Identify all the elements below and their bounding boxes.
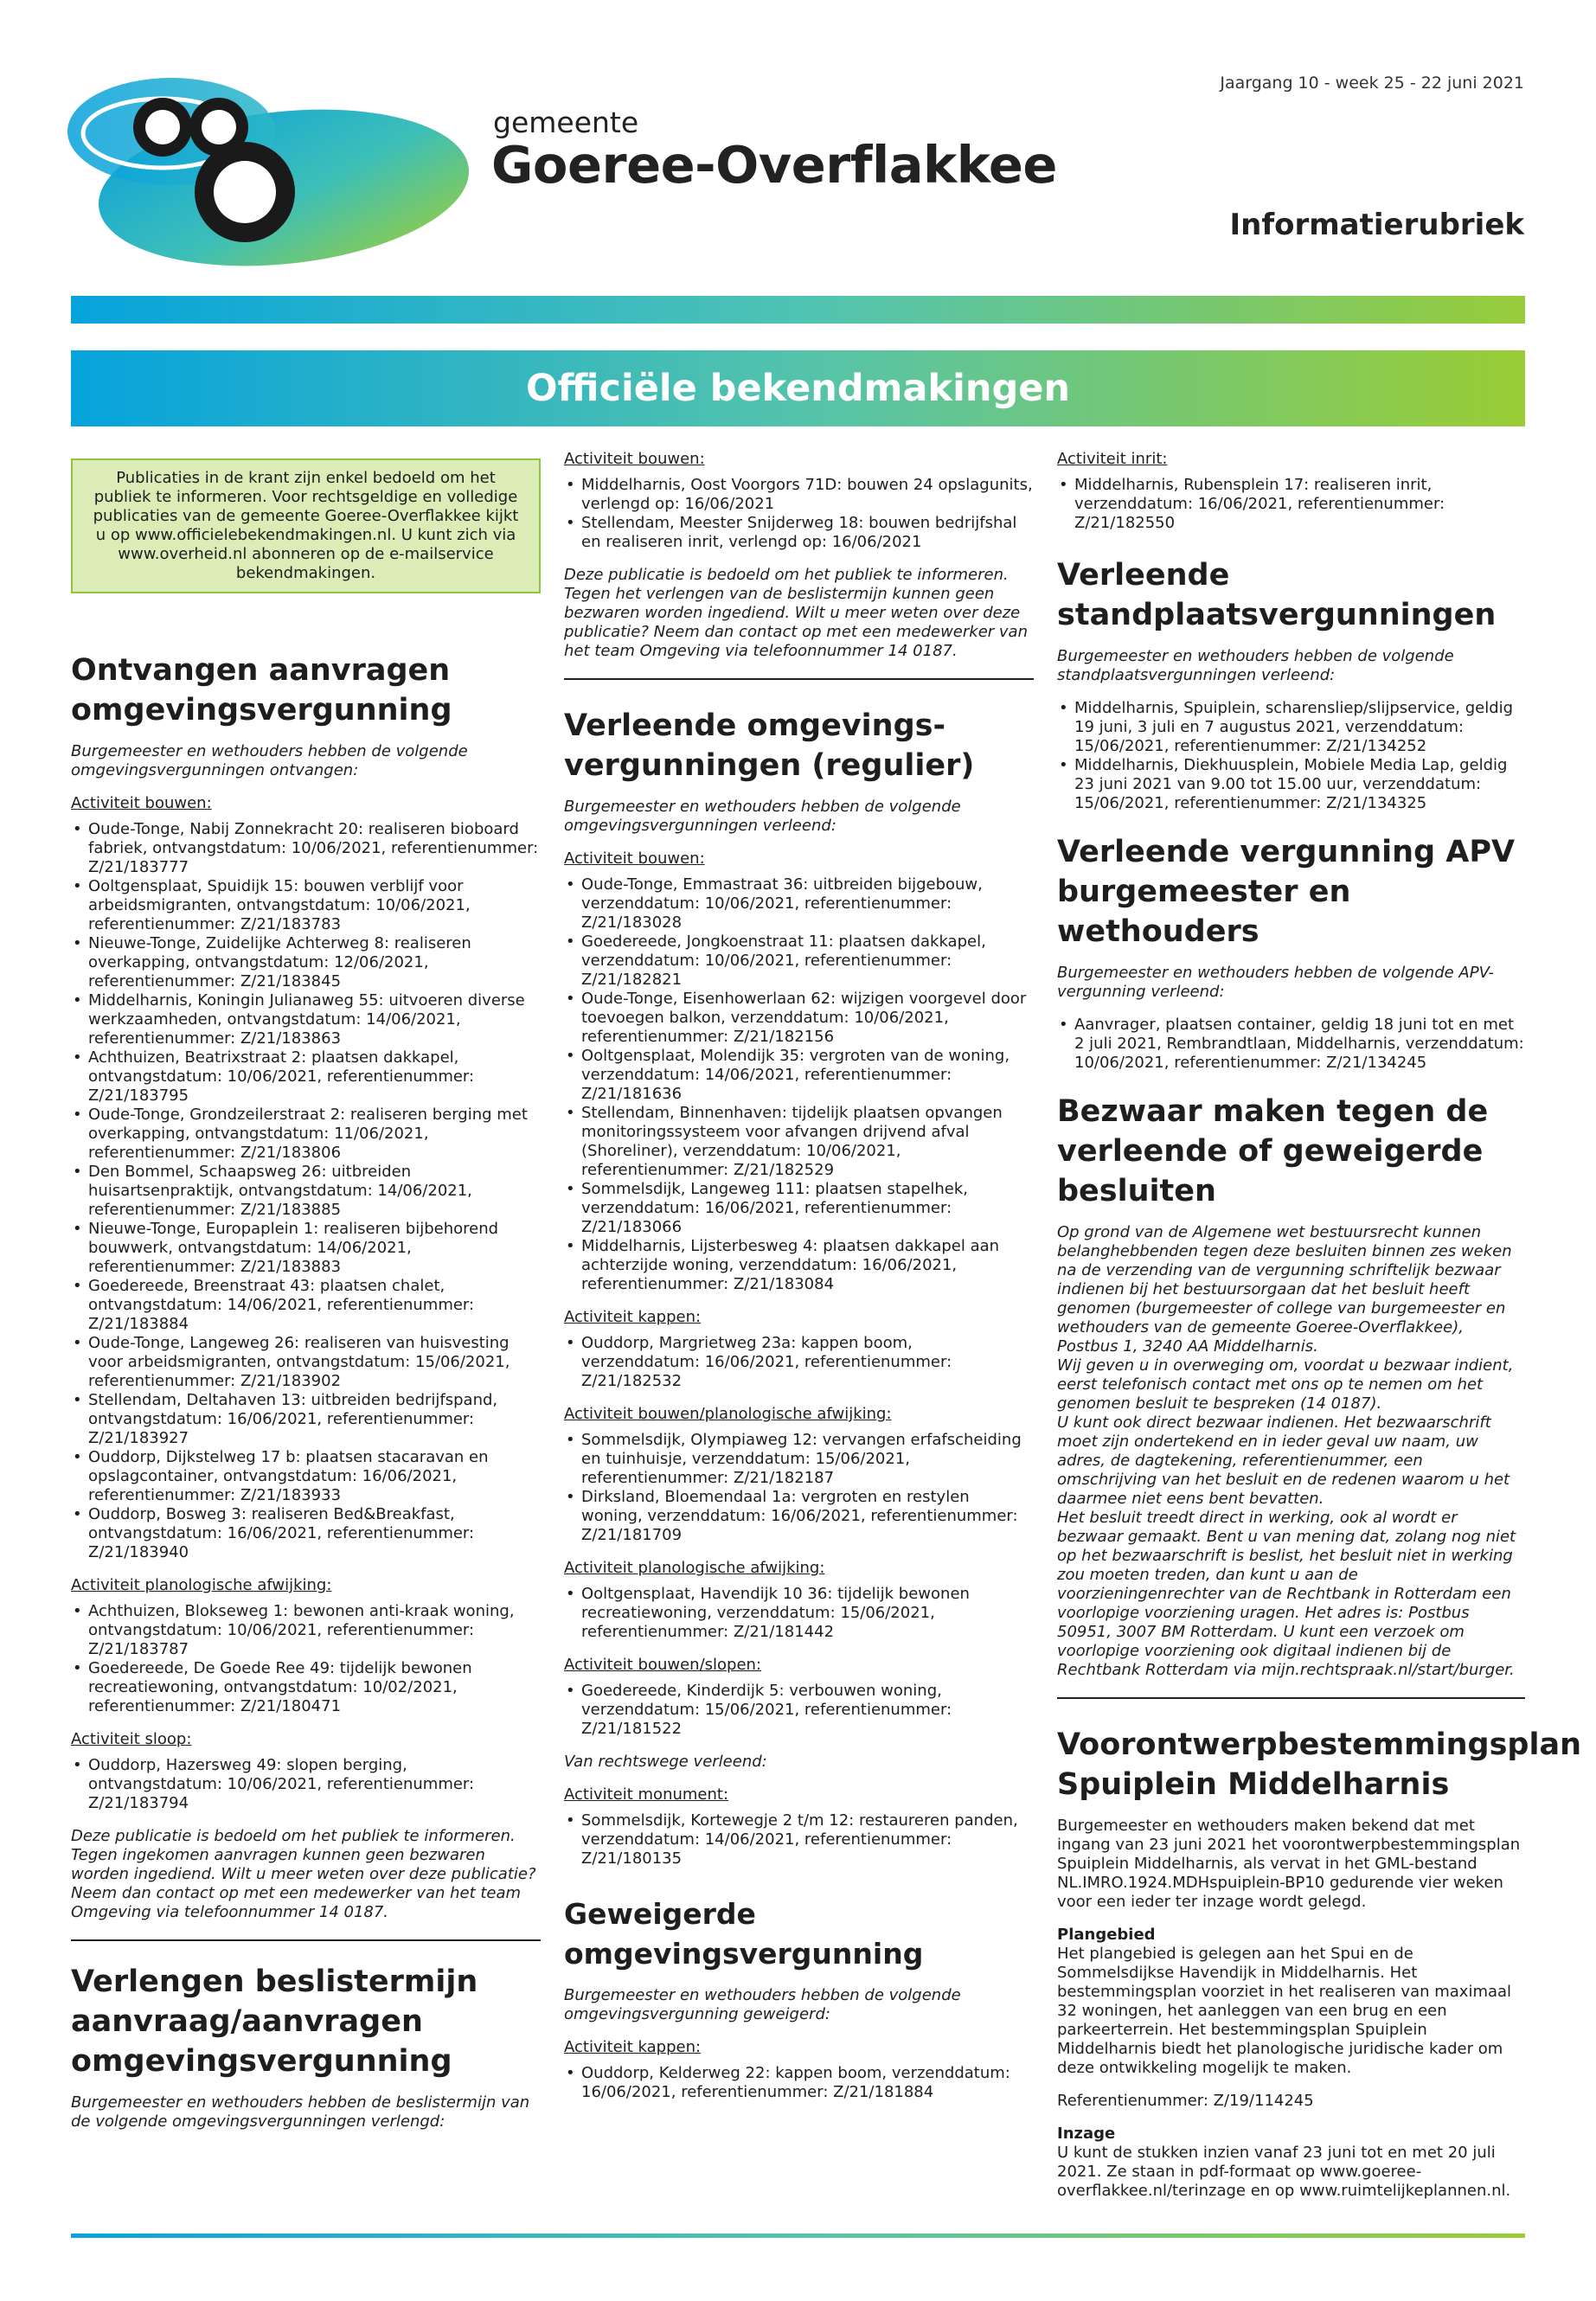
section-title: Verlengen beslistermijn aanvraag/aanvragen omgevingsvergunning — [71, 1965, 478, 2079]
paragraph-heading: Inzage — [1057, 2125, 1116, 2143]
subheading: Activiteit planologische afwijking: — [564, 1559, 825, 1577]
list-item: • Middelharnis, Lijsterbesweg 4: plaatsen dakkapel aan achterzijde woning, verzenddatum: 16/06/2021, referentienummer: Z/21/183084 — [564, 1237, 1034, 1294]
list-item: • Stellendam, Binnenhaven: tijdelijk plaatsen opvangen monitoringssysteem voor afvangen drijvend afval (Shoreliner), verzenddatum: 10/06/2021, referentienummer: Z/21/182529 — [564, 1104, 1034, 1180]
list-item: • Oude-Tonge, Grondzeilerstraat 2: realiseren berging met overkapping, ontvangstdatum: 11/06/2021, referentienummer: Z/21/183806 — [71, 1106, 541, 1163]
list-item: • Middelharnis, Rubensplein 17: realiseren inrit, verzenddatum: 16/06/2021, referentienummer: Z/21/182550 — [1057, 476, 1525, 533]
paragraph: Burgemeester en wethouders maken bekend dat met ingang van 23 juni 2021 het voorontwerpbestemmingsplan Spuiplein Middelharnis, als vervat in het GML-bestand NL.IMRO.1924.MDHspuiplein-BP10 gedurende vier weken voor een ieder ter inzage wordt gelegd. — [1057, 1817, 1521, 1911]
legal-note: Van rechtswege verleend: — [564, 1753, 767, 1771]
column-1 — [71, 450, 541, 2145]
permit-list — [564, 1682, 1034, 1739]
subheading: Activiteit kappen: — [564, 2038, 702, 2056]
list-item: • Ooltgensplaat, Spuidijk 15: bouwen verblijf voor arbeidsmigranten, ontvangstdatum: 10/06/2021, referentienummer: Z/21/183783 — [71, 877, 541, 934]
list-item: • Den Bommel, Schaapsweg 26: uitbreiden huisartsenpraktijk, ontvangstdatum: 14/06/2021, referentienummer: Z/21/183885 — [71, 1163, 541, 1220]
column-2 — [564, 450, 1034, 2116]
page-title: Officiële bekendmakingen — [71, 350, 1525, 426]
list-item: • Oude-Tonge, Nabij Zonnekracht 20: realiseren bioboard fabriek, ontvangstdatum: 10/06/2021, referentienummer: Z/21/183777 — [71, 820, 541, 877]
divider — [1057, 1697, 1525, 1699]
list-item: • Dirksland, Bloemendaal 1a: vergroten en restylen woning, verzenddatum: 16/06/2021, referentienummer: Z/21/181709 — [564, 1488, 1034, 1545]
closing-note: Deze publicatie is bedoeld om het publiek te informeren. Tegen ingekomen aanvragen kunnen geen bezwaren worden ingediend. Wilt u meer weten over deze publicatie? Neem dan contact op met een medewerker van het team Omgeving via telefoonnummer 14 0187. — [71, 1827, 536, 1921]
list-item: • Ouddorp, Hazersweg 49: slopen berging, ontvangstdatum: 10/06/2021, referentienummer: Z/21/183794 — [71, 1756, 541, 1813]
permit-list — [1057, 476, 1525, 533]
section-intro: Burgemeester en wethouders hebben de volgende omgevingsvergunning geweigerd: — [564, 1986, 961, 2023]
list-item: • Achthuizen, Beatrixstraat 2: plaatsen dakkapel, ontvangstdatum: 10/06/2021, referentienummer: Z/21/183795 — [71, 1048, 541, 1106]
section-intro: Burgemeester en wethouders hebben de beslistermijn van de volgende omgevingsvergunningen verlengd: — [71, 2093, 530, 2131]
permit-list — [564, 1811, 1034, 1868]
paragraph-heading: Plangebied — [1057, 1926, 1156, 1944]
divider — [564, 678, 1034, 680]
brand-prefix: gemeente — [493, 106, 639, 139]
paragraph: Het plangebied is gelegen aan het Spui en de Sommelsdijkse Havendijk in Middelharnis. Het bestemmingsplan voorziet in het realiseren van maximaal 32 woningen, het aanleggen van een brug en een parkeerterrein. Het bestemmingsplan Spuiplein Middelharnis biedt het planologische juridische kader om deze ontwikkeling mogelijk te maken. — [1057, 1945, 1512, 2077]
paragraph: U kunt de stukken inzien vanaf 23 juni tot en met 20 juli 2021. Ze staan in pdf-formaat op www.goeree-overflakkee.nl/terinzage en op www.ruimtelijkeplannen.nl. — [1057, 2144, 1511, 2200]
subheading: Activiteit bouwen/slopen: — [564, 1656, 761, 1674]
closing-note: Deze publicatie is bedoeld om het publiek te informeren. Tegen het verlengen van de beslistermijn kunnen geen bezwaren worden ingediend. Wilt u meer weten over deze publicatie? Neem dan contact op met een medewerker van het team Omgeving via telefoonnummer 14 0187. — [564, 566, 1028, 660]
subheading: Activiteit bouwen: — [564, 450, 705, 468]
section-intro: Burgemeester en wethouders hebben de volgende omgevingsvergunningen ontvangen: — [71, 742, 468, 779]
list-item: • Middelharnis, Diekhuusplein, Mobiele Media Lap, geldig 23 juni 2021 van 9.00 tot 15.00 uur, verzenddatum: 15/06/2021, referentienummer: Z/21/134325 — [1057, 756, 1525, 813]
list-item: • Stellendam, Meester Snijderweg 18: bouwen bedrijfshal en realiseren inrit, verlengd op: 16/06/2021 — [564, 514, 1034, 552]
list-item: • Middelharnis, Spuiplein, scharensliep/slijpservice, geldig 19 juni, 3 juli en 7 augustus 2021, verzenddatum: 15/06/2021, referentienummer: Z/21/134252 — [1057, 699, 1525, 756]
section-intro: Burgemeester en wethouders hebben de volgende omgevingsvergunningen verleend: — [564, 798, 961, 835]
divider — [71, 1939, 541, 1941]
list-item: • Ooltgensplaat, Molendijk 35: vergroten van de woning, verzenddatum: 14/06/2021, referentienummer: Z/21/181636 — [564, 1047, 1034, 1104]
objection-text: Op grond van de Algemene wet bestuursrecht kunnen belanghebbenden tegen deze besluiten binnen zes weken na de verzending van de vergunning schriftelijk bezwaar indienen bij het bestuursorgaan dat het besluit heeft genomen (burgemeester of college van burgemeester en wethouders van de gemeente Goeree-Overflakkee), Postbus 1, 3240 AA Middelharnis. Wij geven u in overweging om, voordat u bezwaar indient, eerst telefonisch contact met ons op te nemen om het genomen besluit te bespreken (14 0187). U kunt ook direct bezwaar indienen. Het bezwaarschrift moet zijn ondertekend en in ieder geval uw naam, uw adres, de dagtekening, referentienummer, een omschrijving van het besluit en de redenen waarom u het daarmee niet eens bent bevatten. Het besluit treedt direct in werking, ook al wordt er bezwaar gemaakt. Bent u van mening dat, zolang nog niet op het bezwaarschrift is beslist, het besluit niet in werking zou moeten treden, dan kunt u aan de voorzieningenrechter van de Rechtbank in Rotterdam een voorlopige voorziening uragen. Het adres is: Postbus 50951, 3007 BM Rotterdam. U kunt een verzoek om voorlopige voorziening ook digitaal indienen bij de Rechtbank Rotterdam via mijn.rechtspraak.nl/start/burger. — [1057, 1223, 1516, 1679]
list-item: • Ouddorp, Bosweg 3: realiseren Bed&Breakfast, ontvangstdatum: 16/06/2021, referentienummer: Z/21/183940 — [71, 1505, 541, 1562]
list-item: • Sommelsdijk, Kortewegje 2 t/m 12: restaureren panden, verzenddatum: 14/06/2021, referentienummer: Z/21/180135 — [564, 1811, 1034, 1868]
subheading: Activiteit bouwen: — [564, 849, 705, 868]
list-item: • Sommelsdijk, Olympiaweg 12: vervangen erfafscheiding en tuinhuisje, verzenddatum: 15/06/2021, referentienummer: Z/21/182187 — [564, 1431, 1034, 1488]
issue-info: Jaargang 10 - week 25 - 22 juni 2021 — [1220, 74, 1524, 93]
permit-list — [1057, 699, 1525, 813]
list-item: • Nieuwe-Tonge, Europaplein 1: realiseren bijbehorend bouwwerk, ontvangstdatum: 14/06/2021, referentienummer: Z/21/183883 — [71, 1220, 541, 1277]
subheading: Activiteit bouwen/planologische afwijking: — [564, 1405, 892, 1423]
list-item: • Oude-Tonge, Langeweg 26: realiseren van huisvesting voor arbeidsmigranten, ontvangstdatum: 15/06/2021, referentienummer: Z/21/183902 — [71, 1334, 541, 1391]
list-item: • Oude-Tonge, Emmastraat 36: uitbreiden bijgebouw, verzenddatum: 10/06/2021, referentienummer: Z/21/183028 — [564, 875, 1034, 933]
permit-list — [564, 1431, 1034, 1545]
brand-name: Goeree-Overflakkee — [491, 135, 1057, 195]
list-item: • Goedereede, Jongkoenstraat 11: plaatsen dakkapel, verzenddatum: 10/06/2021, referentienummer: Z/21/182821 — [564, 933, 1034, 990]
list-item: • Ooltgensplaat, Havendijk 10 36: tijdelijk bewonen recreatiewoning, verzenddatum: 15/06/2021, referentienummer: Z/21/181442 — [564, 1585, 1034, 1642]
list-item: • Oude-Tonge, Eisenhowerlaan 62: wijzigen voorgevel door toevoegen balkon, verzenddatum: 10/06/2021, referentienummer: Z/21/182156 — [564, 990, 1034, 1047]
subheading: Activiteit inrit: — [1057, 450, 1168, 468]
permit-list — [71, 1602, 541, 1716]
list-item: • Stellendam, Deltahaven 13: uitbreiden bedrijfspand, ontvangstdatum: 16/06/2021, referentienummer: Z/21/183927 — [71, 1391, 541, 1448]
section-title: Geweigerde omgevingsvergunning — [564, 1897, 924, 1971]
list-item: • Ouddorp, Margrietweg 23a: kappen boom, verzenddatum: 16/06/2021, referentienummer: Z/21/182532 — [564, 1334, 1034, 1391]
list-item: • Middelharnis, Koningin Julianaweg 55: uitvoeren diverse werkzaamheden, ontvangstdatum: 14/06/2021, referentienummer: Z/21/183863 — [71, 991, 541, 1048]
list-item: • Aanvrager, plaatsen container, geldig 18 juni tot en met 2 juli 2021, Rembrandtlaan, Middelharnis, verzenddatum: 10/06/2021, referentienummer: Z/21/134245 — [1057, 1016, 1525, 1073]
bottom-band — [71, 2234, 1525, 2238]
subheading: Activiteit bouwen: — [71, 794, 212, 812]
permit-list — [564, 1585, 1034, 1642]
list-item: • Goedereede, Kinderdijk 5: verbouwen woning, verzenddatum: 15/06/2021, referentienummer: Z/21/181522 — [564, 1682, 1034, 1739]
section-title: Verleende vergunning APV burgemeester en wethouders — [1057, 835, 1516, 949]
list-item: • Nieuwe-Tonge, Zuidelijke Achterweg 8: realiseren overkapping, ontvangstdatum: 12/06/2021, referentienummer: Z/21/183845 — [71, 934, 541, 991]
section-title: Verleende standplaatsvergunningen — [1057, 558, 1497, 632]
section-title: Verleende omgevings-vergunningen (regulier) — [564, 708, 975, 783]
subheading: Activiteit monument: — [564, 1785, 729, 1804]
decorative-band — [71, 296, 1525, 324]
column-3 — [1057, 450, 1582, 2214]
municipality-logo — [67, 71, 474, 270]
permit-list — [564, 1334, 1034, 1391]
list-item: • Sommelsdijk, Langeweg 111: plaatsen stapelhek, verzenddatum: 16/06/2021, referentienummer: Z/21/183066 — [564, 1180, 1034, 1237]
list-item: • Goedereede, Breenstraat 43: plaatsen chalet, ontvangstdatum: 14/06/2021, referentienummer: Z/21/183884 — [71, 1277, 541, 1334]
list-item: • Achthuizen, Blokseweg 1: bewonen anti-kraak woning, ontvangstdatum: 10/06/2021, referentienummer: Z/21/183787 — [71, 1602, 541, 1659]
permit-list — [71, 1756, 541, 1813]
section-intro: Burgemeester en wethouders hebben de volgende APV-vergunning verleend: — [1057, 964, 1494, 1001]
subheading: Activiteit sloop: — [71, 1730, 192, 1748]
permit-list — [564, 875, 1034, 1294]
permit-list — [564, 476, 1034, 552]
section-title: Bezwaar maken tegen de verleende of geweigerde besluiten — [1057, 1094, 1489, 1208]
permit-list — [564, 2064, 1034, 2102]
permit-list — [71, 820, 541, 1562]
section-intro: Burgemeester en wethouders hebben de volgende standplaatsvergunningen verleend: — [1057, 647, 1454, 684]
notice-box: Publicaties in de krant zijn enkel bedoeld om het publiek te informeren. Voor rechtsgeldige en volledige publicaties van de gemeente Goeree-Overflakkee kijkt u op www.officielebekendmakingen.nl. U kunt zich via www.overheid.nl abonneren op de e-mailservice bekendmakingen. — [71, 458, 541, 593]
list-item: • Ouddorp, Dijkstelweg 17 b: plaatsen stacaravan en opslagcontainer, ontvangstdatum: 16/06/2021, referentienummer: Z/21/183933 — [71, 1448, 541, 1505]
reference-number: Referentienummer: Z/19/114245 — [1057, 2092, 1314, 2110]
list-item: • Middelharnis, Oost Voorgors 71D: bouwen 24 opslagunits, verlengd op: 16/06/2021 — [564, 476, 1034, 514]
subheading: Activiteit planologische afwijking: — [71, 1576, 332, 1594]
list-item: • Goedereede, De Goede Ree 49: tijdelijk bewonen recreatiewoning, ontvangstdatum: 10/02/2021, referentienummer: Z/21/180471 — [71, 1659, 541, 1716]
subheading: Activiteit kappen: — [564, 1308, 702, 1326]
list-item: • Ouddorp, Kelderweg 22: kappen boom, verzenddatum: 16/06/2021, referentienummer: Z/21/181884 — [564, 2064, 1034, 2102]
section-label: Informatierubriek — [1229, 208, 1524, 242]
section-title: Ontvangen aanvragen omgevingsvergunning — [71, 653, 452, 727]
permit-list — [1057, 1016, 1525, 1073]
section-title: Voorontwerpbestemmingsplan Spuiplein Middelharnis — [1057, 1727, 1582, 1802]
